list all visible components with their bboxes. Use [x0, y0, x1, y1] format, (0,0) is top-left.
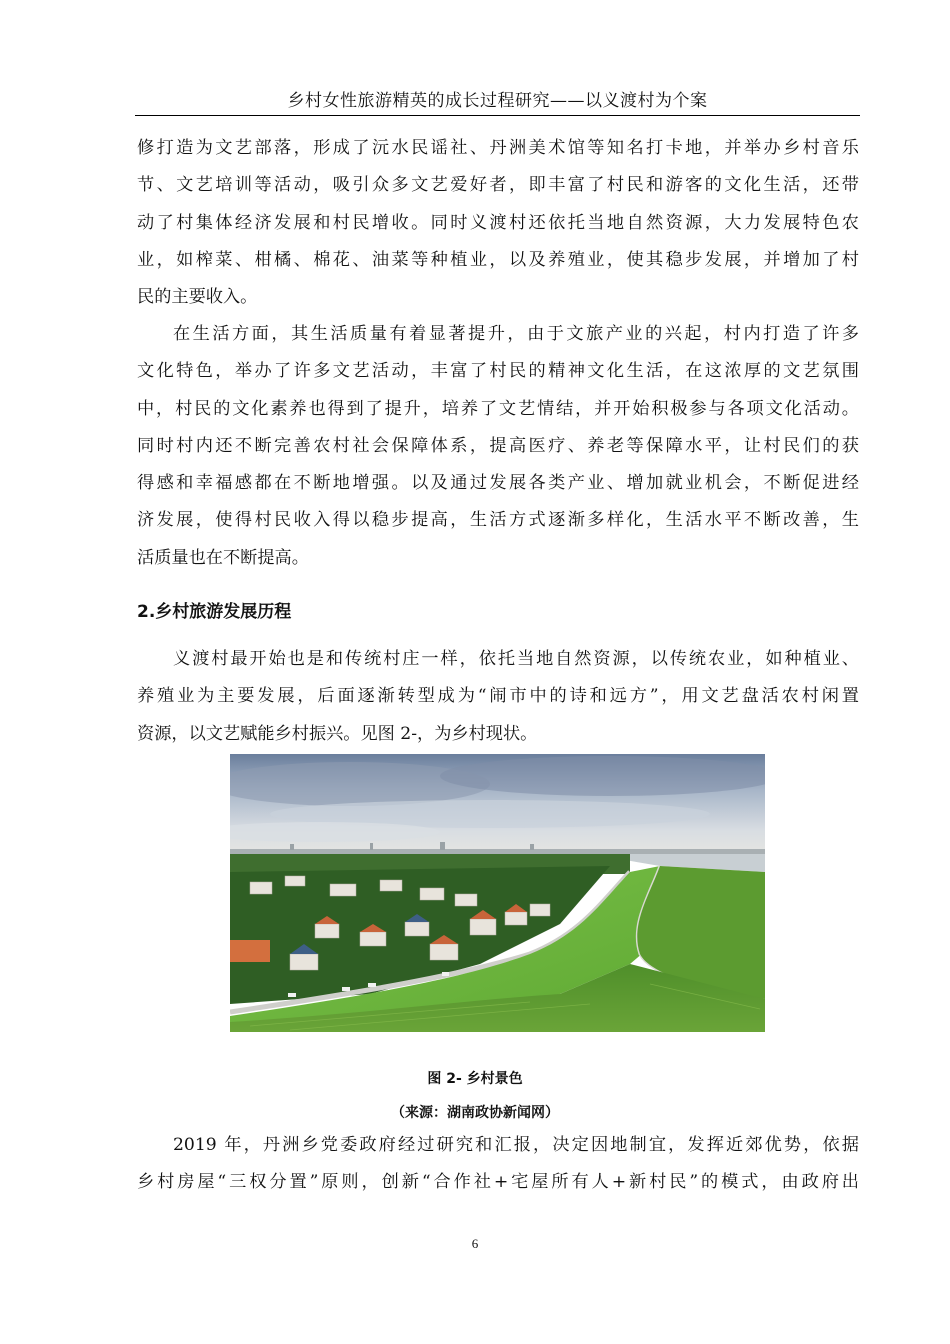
paragraph-development: [137, 641, 859, 753]
text-line: 业，如榨菜、柑橘、棉花、油菜等种植业，以及养殖业，使其稳步发展，并增加了村: [137, 249, 859, 270]
text-line: 资源，以文艺赋能乡村振兴。见图 2-，为乡村现状。: [137, 723, 538, 744]
text-line: 2019 年，丹洲乡党委政府经过研究和汇报，决定因地制宜，发挥近郊优势，依据: [173, 1135, 859, 1155]
text-line: 动了村集体经济发展和村民增收。同时义渡村还依托当地自然资源，大力发展特色农: [137, 212, 859, 233]
paragraph-living-quality: [137, 316, 859, 577]
header-rule: [135, 115, 860, 116]
text-line: 在生活方面，其生活质量有着显著提升，由于文旅产业的兴起，村内打造了许多: [173, 324, 859, 344]
text-line: 乡村房屋“三权分置”原则，创新“合作社+宅屋所有人+新村民”的模式，由政府出: [137, 1172, 859, 1193]
text-line: 节、文艺培训等活动，吸引众多文艺爱好者，即丰富了村民和游客的文化生活，还带: [137, 175, 859, 196]
text-line: 活质量也在不断提高。: [137, 547, 309, 568]
figure-source: （来源：湖南政协新闻网）: [391, 1105, 559, 1121]
page-number: 6: [471, 1236, 479, 1251]
text-line: 得感和幸福感都在不断地增强。以及通过发展各类产业、增加就业机会，不断促进经: [137, 473, 859, 494]
paragraph-continuation: [137, 130, 859, 316]
text-line: 同时村内还不断完善农村社会保障体系，提高医疗、养老等保障水平，让村民们的获: [137, 435, 859, 456]
text-line: 民的主要收入。: [137, 287, 258, 308]
text-line: 修打造为文艺部落，形成了沅水民谣社、丹洲美术馆等知名打卡地，并举办乡村音乐: [137, 138, 859, 158]
text-line: 文化特色，举办了许多文艺活动，丰富了村民的精神文化生活，在这浓厚的文艺氛围: [137, 361, 859, 382]
village-landscape-photo: [230, 754, 765, 1032]
text-line: 济发展，使得村民收入得以稳步提高，生活方式逐渐多样化，生活水平不断改善，生: [137, 510, 859, 531]
running-header: 乡村女性旅游精英的成长过程研究——以义渡村为个案: [287, 91, 708, 111]
paragraph-2019: [137, 1127, 859, 1202]
section-heading: 2.乡村旅游发展历程: [137, 602, 292, 622]
figure-caption: 图 2- 乡村景色: [427, 1071, 523, 1087]
text-line: 义渡村最开始也是和传统村庄一样，依托当地自然资源，以传统农业，如种植业、: [173, 649, 859, 669]
text-line: 中，村民的文化素养也得到了提升，培养了文艺情结，并开始积极参与各项文化活动。: [137, 398, 859, 419]
text-line: 养殖业为主要发展，后面逐渐转型成为“闹市中的诗和远方”，用文艺盘活农村闲置: [137, 686, 859, 707]
